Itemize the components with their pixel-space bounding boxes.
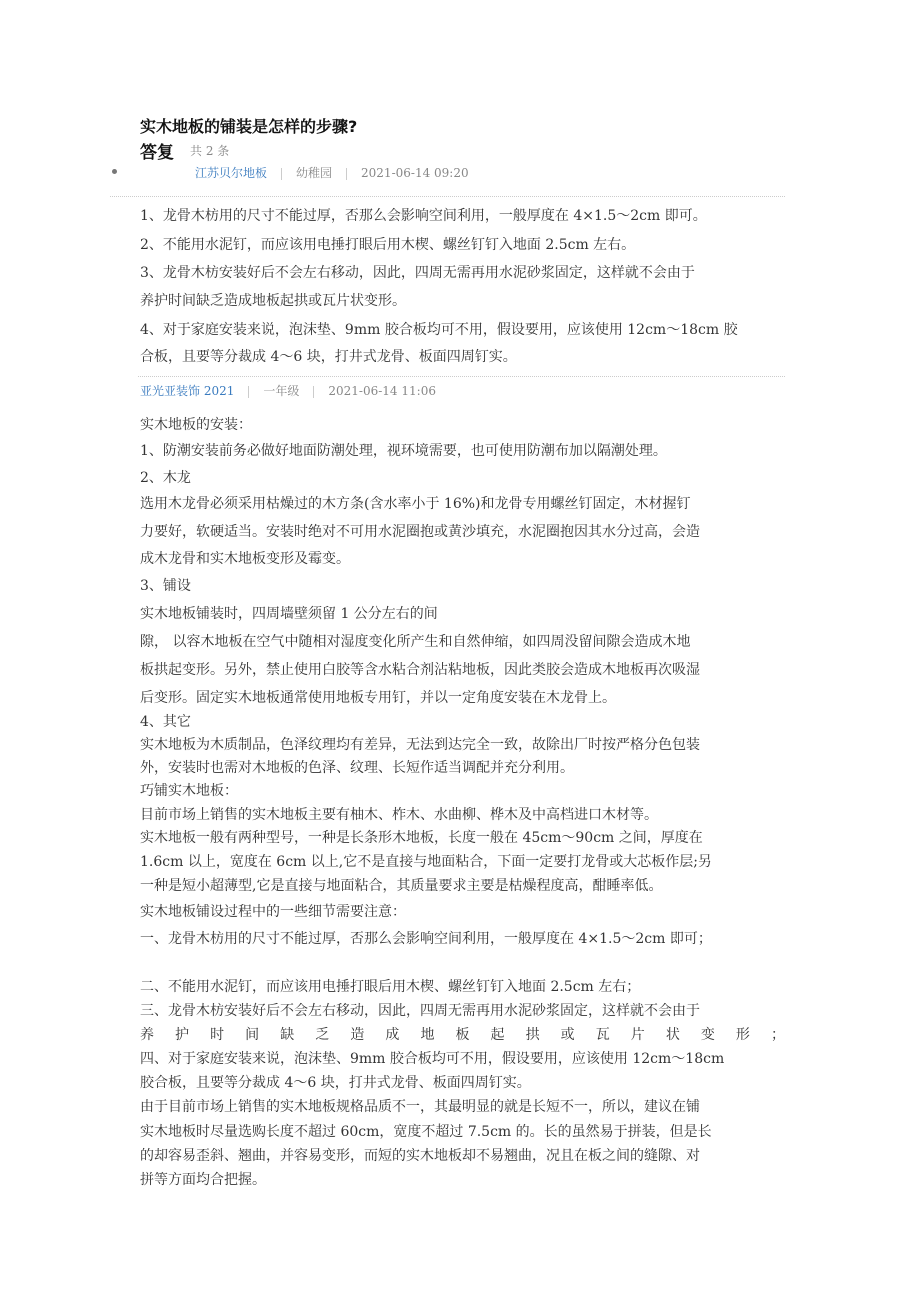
answer-text-line: 3、龙骨木枋安装好后不会左右移动，因此，四周无需再用水泥砂浆固定，这样就不会由于 (140, 265, 695, 281)
bullet-icon (112, 169, 117, 174)
answer-user-link[interactable]: 亚光亚装饰 2021 (140, 384, 235, 398)
divider (138, 376, 785, 377)
separator (346, 168, 347, 180)
answer-text-line: 隙， 以容木地板在空气中随相对湿度变化所产生和自然伸缩，如四周没留间隙会造成木地 (140, 634, 691, 650)
answer-text-line: 合板，且要等分裁成 4～6 块，打井式龙骨、板面四周钉实。 (140, 349, 517, 365)
answer-text-line: 实木地板为木质制品，色泽纹理均有差异，无法到达完全一致，故除出厂时按严格分色包装 (140, 737, 700, 753)
answer-text-line: 3、铺设 (140, 578, 191, 594)
answer-user-link[interactable]: 江苏贝尔地板 (195, 166, 268, 180)
answer-text-line: 目前市场上销售的实木地板主要有柚木、柞木、水曲柳、桦木及中高档进口木材等。 (140, 807, 658, 823)
answer-text-line: 板拱起变形。另外，禁止使用白胶等含水粘合剂沾粘地板，因此类胶会造成木地板再次吸湿 (140, 662, 700, 678)
answer-grade: 幼稚园 (296, 166, 333, 180)
answer-text-line: 由于目前市场上销售的实木地板规格品质不一，其最明显的就是长短不一，所以，建议在铺 (140, 1099, 700, 1115)
answer-text-line: 实木地板铺装时，四周墙壁须留 1 公分左右的间 (140, 606, 438, 622)
answer-text-line: 实木地板时尽量选购长度不超过 60cm，宽度不超过 7.5cm 的。长的虽然易于拼装，但是长 (140, 1124, 712, 1140)
answer-text-line: 巧铺实木地板： (140, 783, 238, 799)
answer-text-line: 三、龙骨木枋安装好后不会左右移动，因此，四周无需再用水泥砂浆固定，这样就不会由于 (140, 1003, 700, 1019)
answer-text-line: 拼等方面均合把握。 (140, 1172, 266, 1188)
answer-meta-2 (140, 382, 436, 399)
answer-text-line: 1.6cm 以上，宽度在 6cm 以上,它不是直接与地面粘合，下面一定要打龙骨或大芯板作层;另 (140, 854, 712, 870)
answer-text-line: 1、龙骨木枋用的尺寸不能过厚，否那么会影响空间利用，一般厚度在 4×1.5～2cm 即可。 (140, 208, 707, 224)
answer-text-line: 一种是短小超薄型,它是直接与地面粘合，其质量要求主要是枯燥程度高，酣睡率低。 (140, 878, 663, 894)
answer-text-line: 成木龙骨和实木地板变形及霉变。 (140, 551, 350, 567)
answer-text-line: 4、其它 (140, 714, 191, 730)
answer-text-line: 后变形。固定实木地板通常使用地板专用钉，并以一定角度安装在木龙骨上。 (140, 690, 616, 706)
replies-heading: 答复 (140, 143, 174, 163)
answer-text-line: 力要好，软硬适当。安装时绝对不可用水泥圈抱或黄沙填充，水泥圈抱因其水分过高，会造 (140, 524, 700, 540)
question-title: 实木地板的铺装是怎样的步骤? (140, 117, 358, 136)
answer-text-line: 外，安装时也需对木地板的色泽、纹理、长短作适当调配并充分利用。 (140, 760, 574, 776)
answer-text-line: 4、对于家庭安装来说，泡沫垫、9mm 胶合板均可不用，假设要用，应该使用 12cm～18cm 胶 (140, 322, 738, 338)
answer-meta-1 (195, 164, 469, 181)
replies-count: 共 2 条 (190, 144, 230, 158)
answer-text-line: 实木地板铺设过程中的一些细节需要注意： (140, 904, 406, 920)
answer-text-line: 二、不能用水泥钉，而应该用电捶打眼后用木楔、螺丝钉钉入地面 2.5cm 左右； (140, 979, 641, 995)
answer-text-line: 2、木龙 (140, 470, 191, 486)
separator (281, 168, 282, 180)
answer-time: 2021-06-14 11:06 (328, 384, 436, 398)
answer-text-line: 胶合板，且要等分裁成 4～6 块，打井式龙骨、板面四周钉实。 (140, 1075, 531, 1091)
separator (248, 386, 249, 398)
divider (110, 196, 785, 197)
answer-text-line: 2、不能用水泥钉，而应该用电捶打眼后用木楔、螺丝钉钉入地面 2.5cm 左右。 (140, 237, 636, 253)
answer-grade: 一年级 (263, 384, 300, 398)
answer-text-line: 实木地板一般有两种型号，一种是长条形木地板，长度一般在 45cm～90cm 之间，厚度在 (140, 830, 703, 846)
answer-text-line: 四、对于家庭安装来说，泡沫垫、9mm 胶合板均可不用，假设要用，应该使用 12cm～18cm (140, 1051, 725, 1067)
answer-text-line: 实木地板的安装： (140, 417, 252, 433)
answer-text-line: 养护时间缺乏造成地板起拱或瓦片状变形。 (140, 293, 406, 309)
answer-text-line: 1、防潮安装前务必做好地面防潮处理，视环境需要，也可使用防潮布加以隔潮处理。 (140, 443, 667, 459)
answer-text-line: 的却容易歪斜、翘曲，并容易变形，而短的实木地板却不易翘曲，况且在板之间的缝隙、对 (140, 1148, 700, 1164)
answer-time: 2021-06-14 09:20 (361, 166, 469, 180)
separator (313, 386, 314, 398)
answer-text-line: 一、龙骨木枋用的尺寸不能过厚，否那么会影响空间利用，一般厚度在 4×1.5～2cm 即可； (140, 931, 712, 947)
answer-text-line: 选用木龙骨必须采用枯燥过的木方条(含水率小于 16%)和龙骨专用螺丝钉固定，木材握钉 (140, 496, 691, 512)
answer-text-line: 养 护 时 间 缺 乏 造 成 地 板 起 拱 或 瓦 片 状 变 形 ； (140, 1027, 785, 1043)
